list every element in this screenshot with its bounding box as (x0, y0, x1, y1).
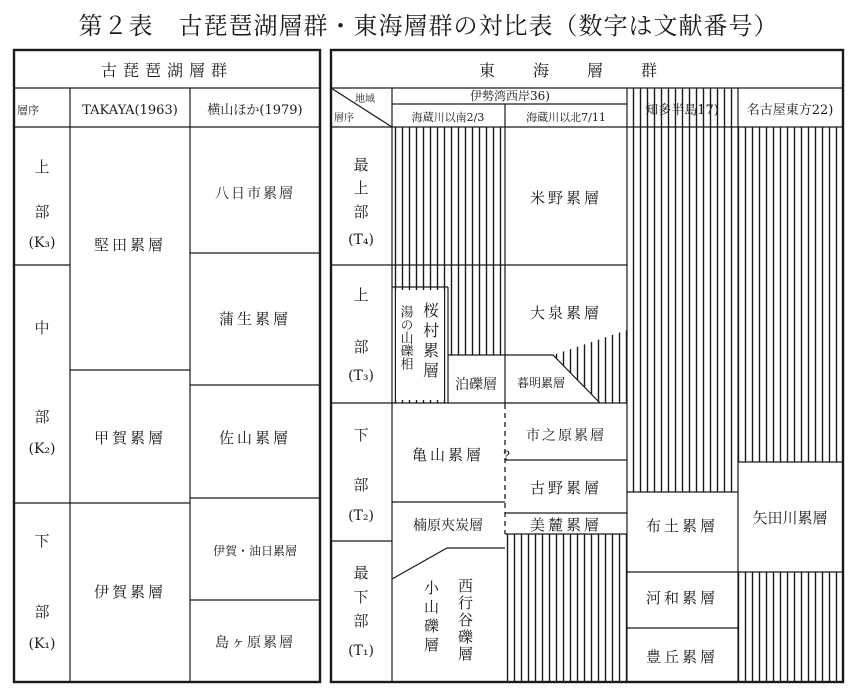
k1-label-3: (K₁) (28, 636, 56, 652)
region-north: 海蔵川以北7/11 (526, 111, 606, 124)
corner-region: 地域 (355, 94, 375, 105)
unit-kameyama: 亀山累層 (411, 446, 485, 464)
takaya-koka: 甲賀累層 (93, 429, 167, 447)
left-col-sequence: 層序 (17, 104, 39, 117)
yokoyama-iga-aburahi: 伊賀・油日累層 (212, 544, 298, 558)
unit-tomari: 泊礫層 (455, 377, 497, 393)
unit-nishigyouya: 西行谷礫層 (456, 578, 474, 663)
takaya-iga: 伊賀累層 (93, 583, 167, 601)
left-group-name: 古琵琶湖層群 (100, 61, 234, 80)
t3-l1: 上 (353, 286, 369, 304)
t3-l2: 部 (353, 338, 369, 356)
left-frame (14, 50, 320, 682)
k2-label-3: (K₂) (28, 441, 56, 457)
hatch-north-t1 (506, 534, 627, 682)
unit-yadagawa: 矢田川累層 (752, 509, 828, 527)
unit-oyama: 小山礫層 (422, 580, 440, 656)
unit-kureake: 暮明累層 (516, 376, 566, 390)
unit-oizumi: 大泉累層 (529, 304, 603, 322)
t1-l4: (T₁) (348, 643, 374, 659)
unit-kono: 古野累層 (529, 479, 603, 497)
unit-yoneno: 米野累層 (529, 189, 603, 207)
left-grid (14, 88, 320, 682)
t2-l3: (T₂) (348, 508, 374, 524)
k3-label-3: (K₃) (28, 235, 56, 251)
hatch-nagoya-bottom (738, 572, 843, 682)
region-ise: 伊勢湾西岸36) (470, 89, 550, 103)
k2-label-2: 部 (34, 408, 50, 426)
unit-kawawa: 河和累層 (645, 589, 719, 607)
t4-l4: (T₄) (348, 232, 374, 248)
yokoyama-yokaichi: 八日市累層 (215, 186, 295, 202)
unit-nunotsuchi: 布土累層 (645, 517, 719, 535)
col-yokoyama: 横山ほか(1979) (207, 103, 303, 118)
col-takaya: TAKAYA(1963) (82, 103, 178, 118)
region-nagoya: 名古屋東方22) (746, 103, 834, 118)
unit-kusuhara: 楠原夾炭層 (413, 518, 483, 534)
t1-l3: 部 (353, 612, 369, 630)
k1-label-2: 部 (34, 603, 50, 621)
hatch-south-t3b (448, 265, 505, 355)
unit-yunoyama: 湯の山礫相 (397, 305, 413, 370)
t4-l3: 部 (353, 203, 369, 221)
table-title: 第２表 古琵琶湖層群・東海層群の対比表（数字は文献番号） (78, 12, 779, 40)
hatch-nagoya-top (738, 127, 843, 462)
corner-sequence: 層序 (334, 113, 354, 124)
region-chita: 知多半島17) (645, 103, 719, 118)
t3-l3: (T₃) (348, 368, 374, 384)
k1-label-1: 下 (34, 532, 50, 550)
k3-label-1: 上 (34, 158, 50, 176)
unit-toyooka: 豊丘累層 (645, 648, 719, 666)
t4-l1: 最 (353, 156, 369, 174)
unit-sakuramura: 桜村累層 (420, 302, 440, 382)
k3-label-2: 部 (34, 203, 50, 221)
hatch-south-t4 (392, 127, 505, 265)
k2-label-1: 中 (34, 319, 50, 337)
t2-l2: 部 (353, 476, 369, 494)
hatch-chita (627, 88, 735, 492)
right-group-name: 東海層群 (478, 61, 696, 80)
region-south: 海蔵川以南2/3 (411, 111, 485, 124)
yokoyama-gamo: 蒲生累層 (218, 310, 292, 328)
yokoyama-sayama: 佐山累層 (218, 429, 292, 447)
takaya-katata: 堅田累層 (93, 236, 167, 254)
t4-l2: 上 (353, 179, 369, 197)
t2-l1: 下 (353, 426, 369, 444)
yokoyama-shimagahara: 島ヶ原累層 (215, 635, 295, 651)
t1-l2: 下 (353, 588, 369, 606)
unit-question-mark: ? (503, 449, 510, 464)
t1-l1: 最 (353, 564, 369, 582)
unit-biroku: 美麓累層 (529, 516, 603, 534)
unit-ichinohara: 市之原累層 (526, 428, 606, 444)
